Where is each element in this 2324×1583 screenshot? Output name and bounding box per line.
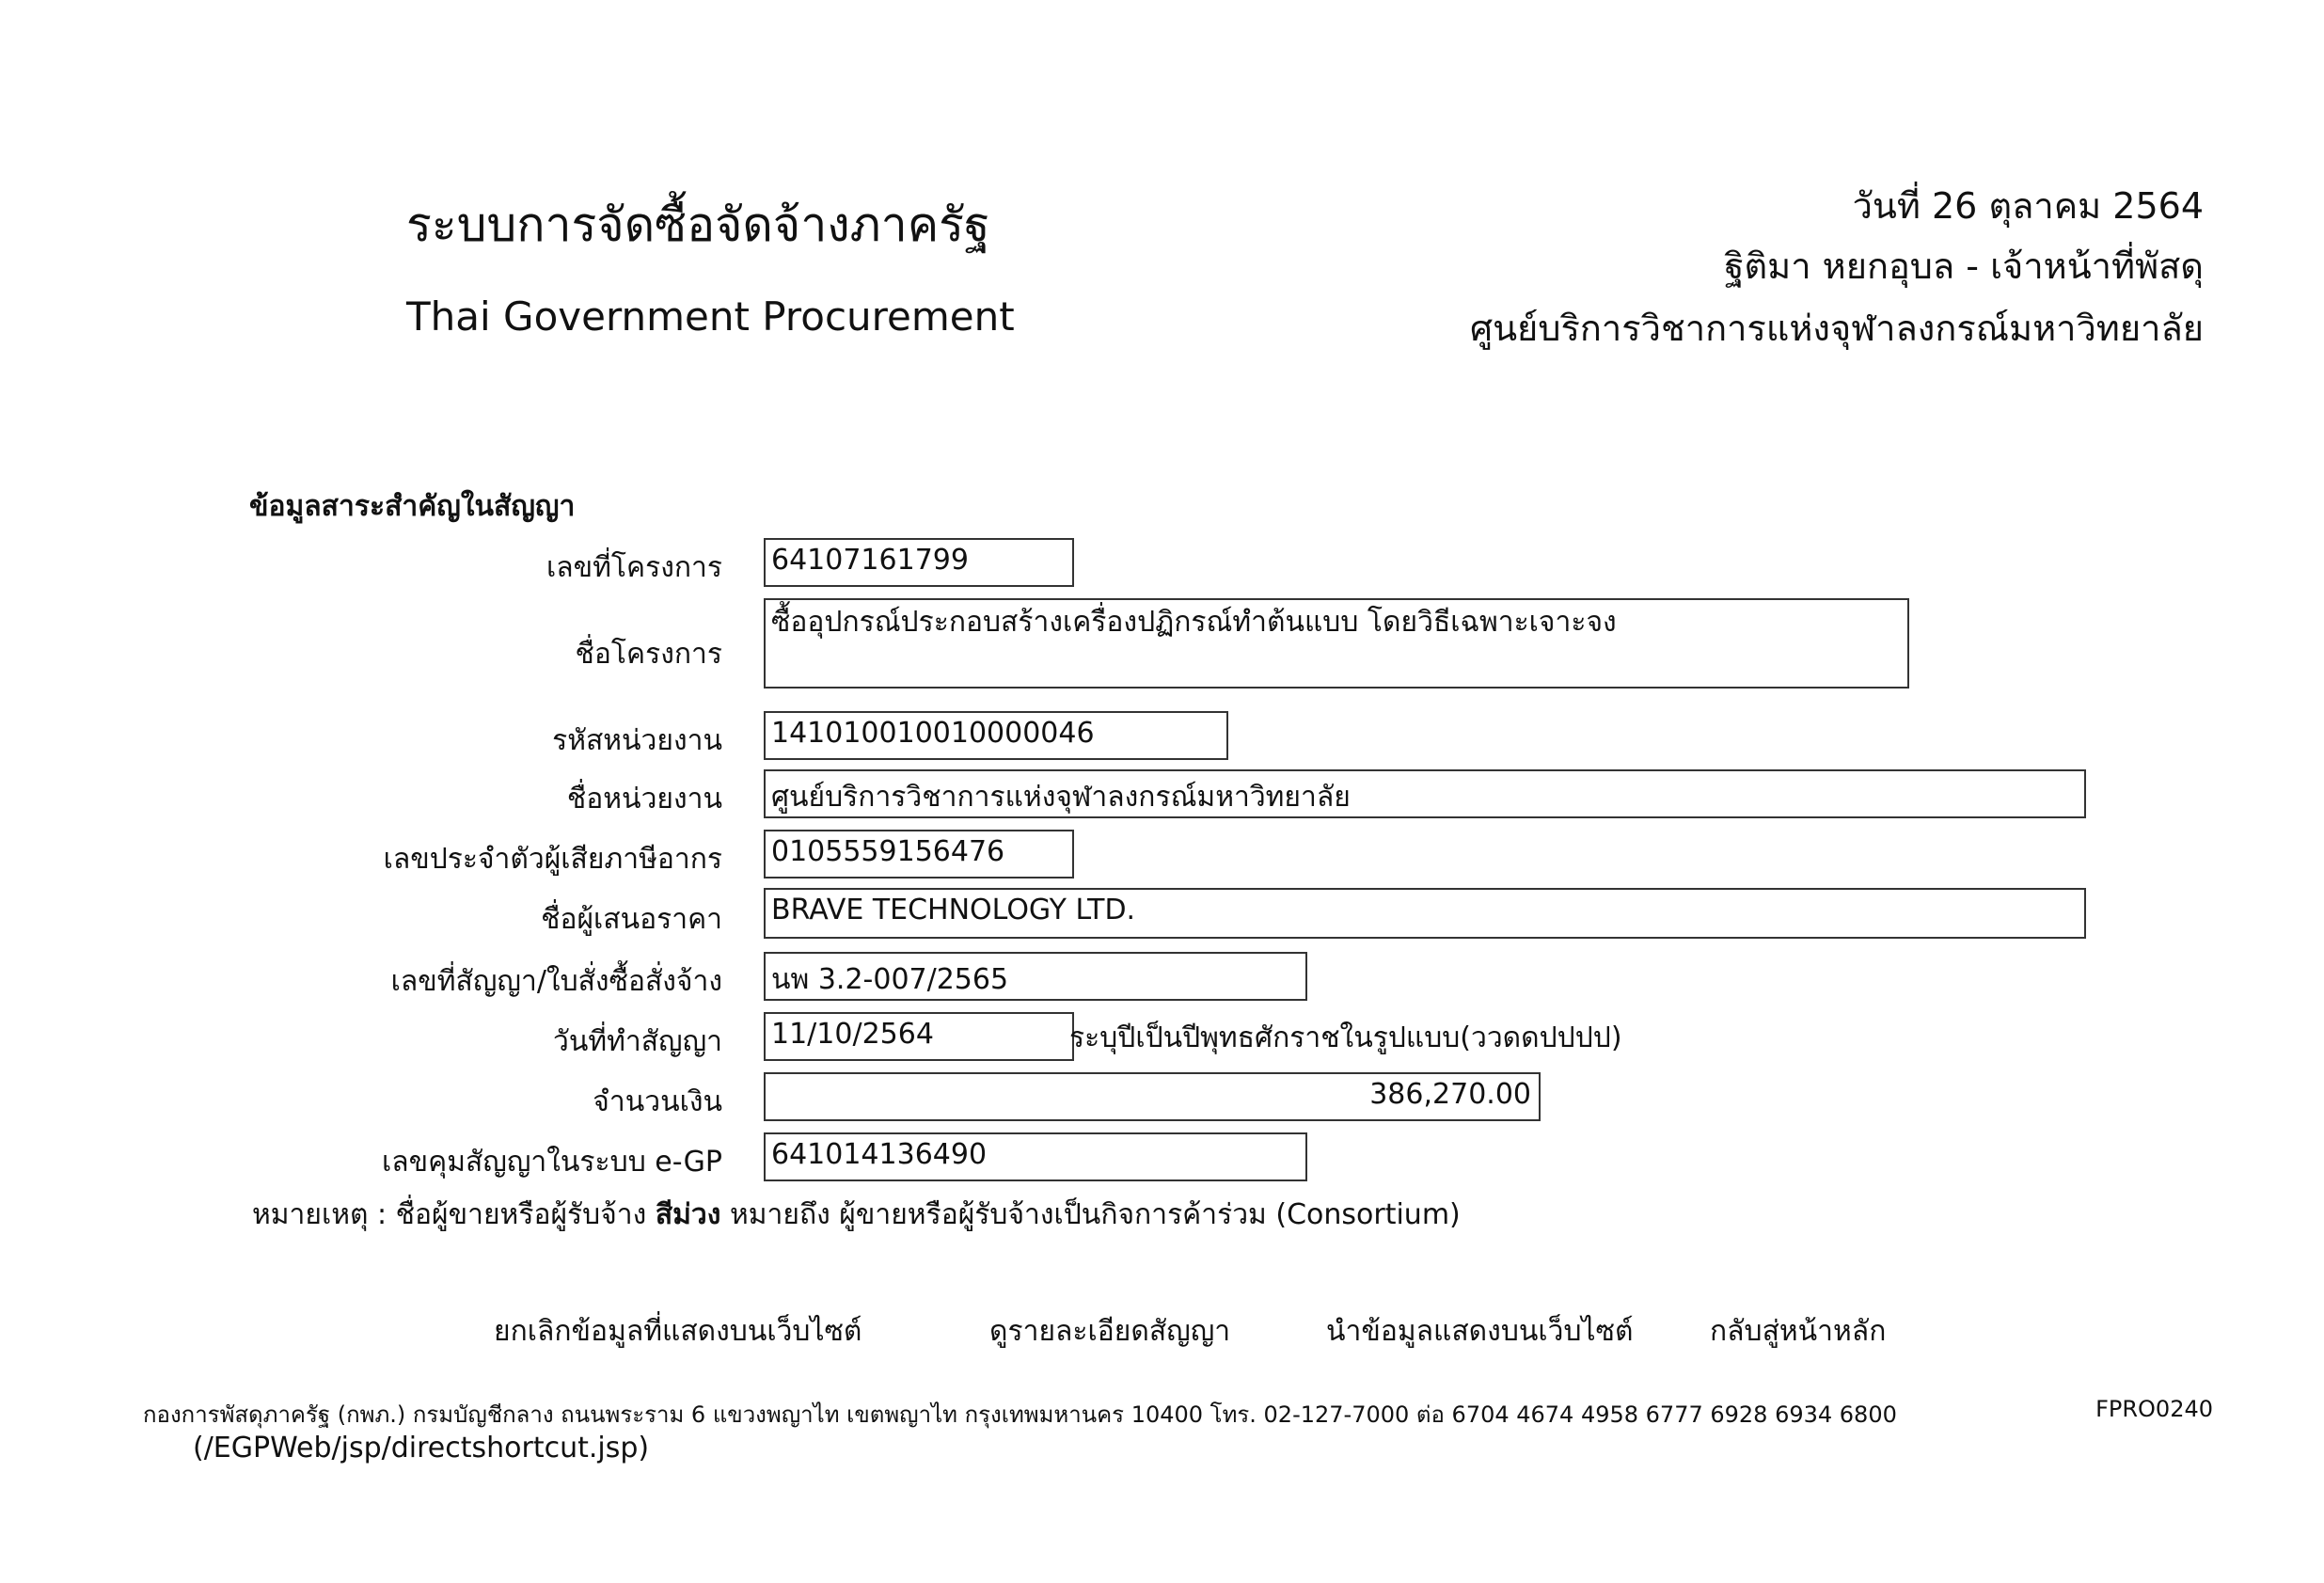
note-prefix: หมายเหตุ : ชื่อผู้ขายหรือผู้รับจ้าง xyxy=(252,1198,647,1231)
contract-date-hint: ระบุปีเป็นปีพุทธศักราชในรูปแบบ(ววดดปปปป) xyxy=(1069,1021,1622,1054)
project-name-field[interactable]: ซื้ออุปกรณ์ประกอบสร้างเครื่องปฏิกรณ์ทำต้นแบบ โดยวิธีเฉพาะเจาะจง xyxy=(764,598,1909,689)
back-to-home-button[interactable]: กลับสู่หน้าหลัก xyxy=(1710,1315,1887,1348)
agency-code-label: รหัสหน่วยงาน xyxy=(552,724,722,757)
contract-no-field[interactable]: นพ 3.2-007/2565 xyxy=(764,952,1307,1001)
agency-code-field[interactable]: 141010010010000046 xyxy=(764,711,1228,760)
project-no-label: เลขที่โครงการ xyxy=(546,551,722,584)
contract-no-label: เลขที่สัญญา/ใบสั่งซื้อสั่งจ้าง xyxy=(390,965,722,998)
footer-address: กองการพัสดุภาครัฐ (กพภ.) กรมบัญชีกลาง ถนนพระราม 6 แขวงพญาไท เขตพญาไท กรุงเทพมหานคร 10400 โทร. 02-127-7000 ต่อ 6704 4674 4958 6777 6928 6934 6800 xyxy=(143,1401,1897,1428)
section-title: ข้อมูลสาระสำคัญในสัญญา xyxy=(249,490,576,523)
system-title-thai: ระบบการจัดซื้อจัดจ้างภาครัฐ xyxy=(406,198,990,252)
contract-date-field[interactable]: 11/10/2564 xyxy=(764,1012,1074,1061)
header-date: วันที่ 26 ตุลาคม 2564 xyxy=(1852,185,2204,227)
bidder-name-label: ชื่อผู้เสนอราคา xyxy=(541,903,722,936)
tax-id-field[interactable]: 0105559156476 xyxy=(764,830,1074,879)
agency-name-field[interactable]: ศูนย์บริการวิชาการแห่งจุฬาลงกรณ์มหาวิทยาลัย xyxy=(764,769,2086,818)
amount-field[interactable]: 386,270.00 xyxy=(764,1072,1541,1121)
consortium-note xyxy=(252,1193,1461,1237)
project-no-field[interactable]: 64107161799 xyxy=(764,538,1074,587)
note-highlight: สีม่วง xyxy=(655,1198,721,1231)
note-suffix: หมายถึง ผู้ขายหรือผู้รับจ้างเป็นกิจการค้าร่วม (Consortium) xyxy=(729,1198,1461,1231)
cancel-display-button[interactable]: ยกเลิกข้อมูลที่แสดงบนเว็บไซต์ xyxy=(494,1315,862,1348)
project-name-label: ชื่อโครงการ xyxy=(575,638,722,671)
page-path: (/EGPWeb/jsp/directshortcut.jsp) xyxy=(193,1432,650,1464)
agency-name-label: ชื่อหน่วยงาน xyxy=(566,783,722,815)
egp-control-no-field[interactable]: 641014136490 xyxy=(764,1132,1307,1181)
amount-label: จำนวนเงิน xyxy=(593,1085,722,1118)
publish-to-website-button[interactable]: นำข้อมูลแสดงบนเว็บไซต์ xyxy=(1326,1315,1634,1348)
header-organization: ศูนย์บริการวิชาการแห่งจุฬาลงกรณ์มหาวิทยาลัย xyxy=(1469,308,2204,349)
bidder-name-field[interactable]: BRAVE TECHNOLOGY LTD. xyxy=(764,888,2086,939)
tax-id-label: เลขประจำตัวผู้เสียภาษีอากร xyxy=(383,843,722,876)
header-user: ฐิติมา หยกอุบล - เจ้าหน้าที่พัสดุ xyxy=(1724,245,2204,287)
system-title-english: Thai Government Procurement xyxy=(406,293,1015,340)
egp-control-no-label: เลขคุมสัญญาในระบบ e-GP xyxy=(382,1146,722,1179)
view-contract-detail-button[interactable]: ดูรายละเอียดสัญญา xyxy=(989,1315,1231,1348)
contract-date-label: วันที่ทำสัญญา xyxy=(552,1025,722,1058)
page-code: FPRO0240 xyxy=(2095,1396,2213,1422)
